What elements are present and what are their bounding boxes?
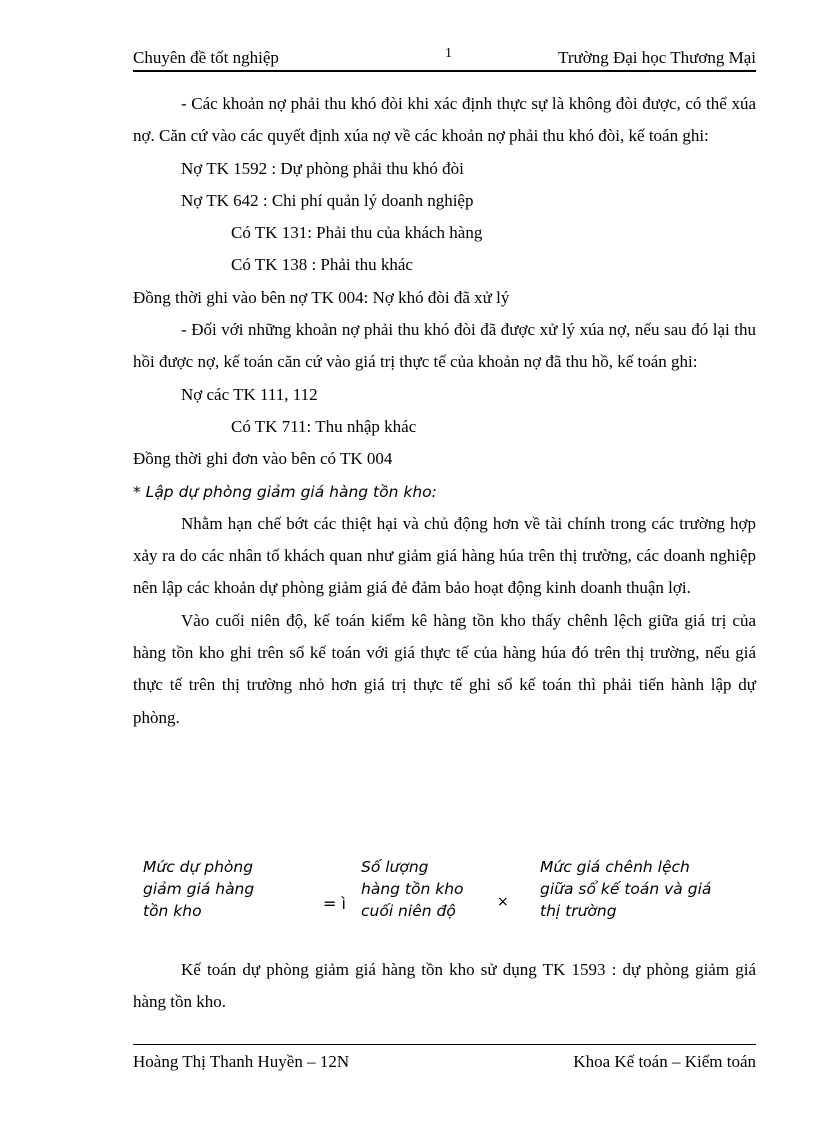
entry-credit-138: Có TK 138 : Phải thu khác bbox=[231, 255, 413, 275]
footer-author: Hoàng Thị Thanh Huyền – 12N bbox=[133, 1052, 350, 1071]
entry-debit-1592: Nợ TK 1592 : Dự phòng phải thu khó đòi bbox=[181, 158, 464, 178]
formula-provision-amount: Mức dự phòng giảm giá hàng tồn kho bbox=[143, 858, 255, 920]
paragraph-recovered-debt: - Đối với những khoản nợ phải thu khó đòi đã được xử lý xúa nợ, nếu sau đó lại thu hồi được nợ, kế toán căn cứ vào giá trị thực tế của khoản nợ đã thu hồ, kế toán ghi: bbox=[133, 320, 756, 372]
page-body-continued bbox=[133, 954, 756, 1019]
paragraph-bad-debt-writeoff: - Các khoản nợ phải thu khó đòi khi xác định thực sự là không đòi được, có thể xúa nợ. Căn cứ vào các quyết định xúa nợ về các khoản nợ phải thu khó đòi, kế toán ghi: bbox=[133, 94, 756, 146]
formula-price-difference: Mức giá chênh lệch giữa sổ kế toán và giá thị trường bbox=[540, 858, 712, 920]
formula-inventory-quantity: Số lượng hàng tồn kho cuối niên độ bbox=[361, 858, 464, 920]
entry-credit-004: Đồng thời ghi đơn vào bên có TK 004 bbox=[133, 449, 393, 469]
formula-equals-sign: = ì bbox=[323, 894, 346, 913]
page-number: 1 bbox=[445, 46, 452, 61]
page-body bbox=[133, 88, 756, 734]
paragraph-inventory-purpose: Nhằm hạn chế bớt các thiệt hại và chủ động hơn về tài chính trong các trường hợp xảy ra do các nhân tố khách quan như giảm giá hàng húa trên thị trường, các doanh nghiệp nên lập các khoản dự phòng giảm giá đẻ đảm bảo hoạt động kinh doanh thuận lợi. bbox=[133, 513, 756, 598]
page-footer bbox=[133, 1044, 756, 1075]
header-university: Trường Đại học Thương Mại bbox=[558, 48, 756, 67]
entry-debit-004: Đồng thời ghi vào bên nợ TK 004: Nợ khó đòi đã xử lý bbox=[133, 287, 510, 307]
header-thesis-title: Chuyên đề tốt nghiệp bbox=[133, 48, 279, 67]
paragraph-account-1593: Kế toán dự phòng giảm giá hàng tồn kho sử dụng TK 1593 : dự phòng giảm giá hàng tồn kho. bbox=[133, 960, 756, 1012]
section-heading-inventory-provision: * Lập dự phòng giảm giá hàng tồn kho: bbox=[133, 482, 437, 501]
formula-times-sign: × bbox=[497, 894, 509, 910]
entry-credit-711: Có TK 711: Thu nhập khác bbox=[231, 416, 417, 436]
entry-debit-642: Nợ TK 642 : Chi phí quản lý doanh nghiệp bbox=[181, 190, 474, 210]
paragraph-inventory-procedure: Vào cuối niên độ, kế toán kiểm kê hàng tồn kho thấy chênh lệch giữa giá trị của hàng tồn kho ghi trên sổ kế toán với giá thực tế của hàng húa đó trên thị trường, nếu giá thực tế trên thị trường nhỏ hơn giá trị thực tế ghi sổ kế toán thì phải tiến hành lập dự phòng. bbox=[133, 610, 756, 727]
page-header bbox=[133, 46, 756, 72]
entry-debit-111-112: Nợ các TK 111, 112 bbox=[181, 384, 318, 404]
entry-credit-131: Có TK 131: Phải thu của khách hàng bbox=[231, 223, 483, 243]
footer-faculty: Khoa Kế toán – Kiểm toán bbox=[573, 1052, 756, 1071]
provision-formula bbox=[143, 856, 743, 926]
